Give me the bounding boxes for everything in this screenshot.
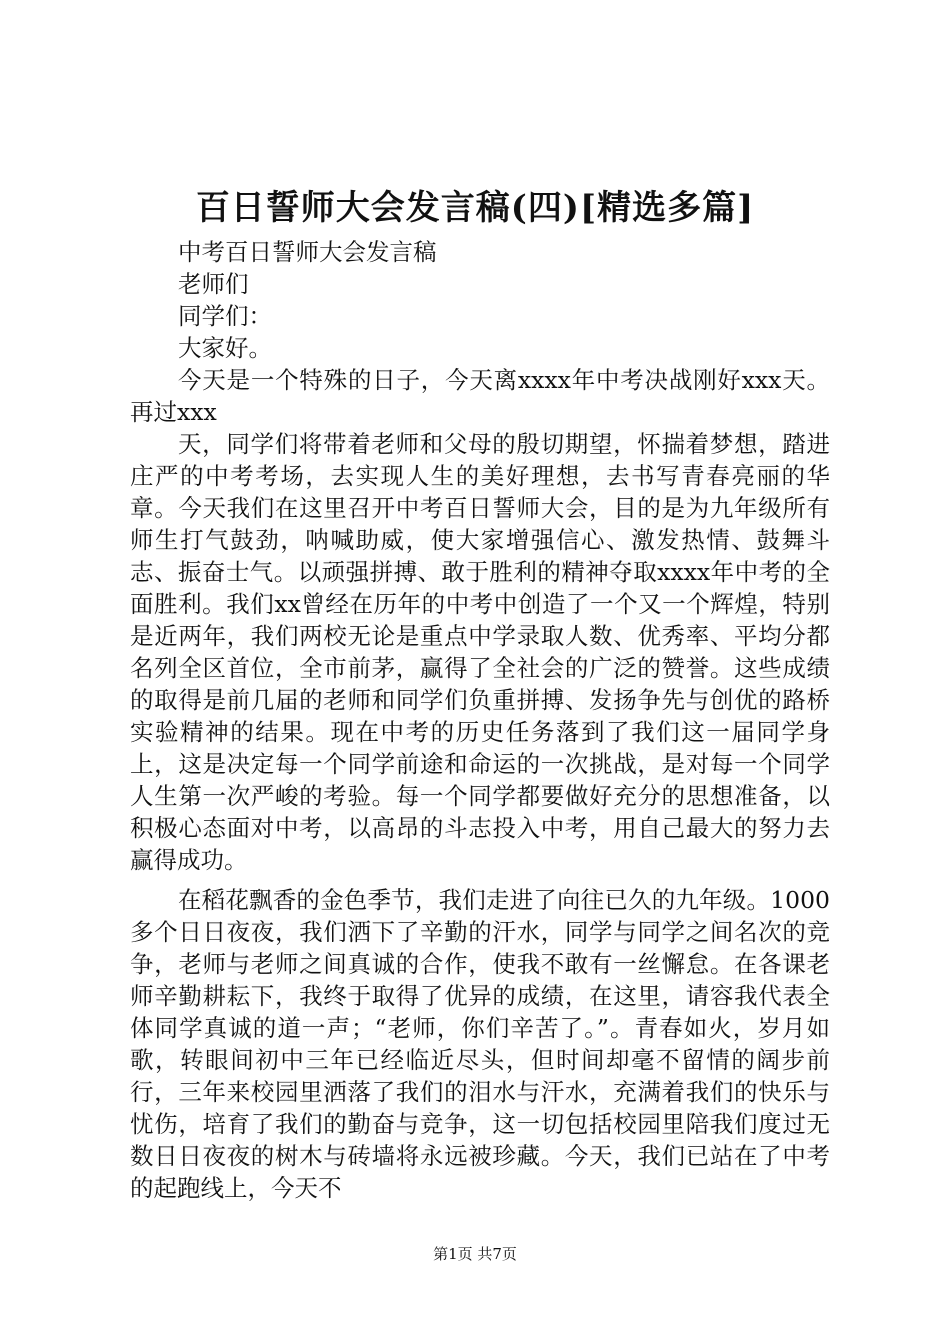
body-paragraph: 今天是一个特殊的日子，今天离xxxx年中考决战刚好xxx天。再过xxx [130,366,830,426]
page-footer: 第1页 共7页 [433,1245,517,1263]
greeting: 大家好。 [178,334,272,362]
document-title: 百日誓师大会发言稿(四)[精选多篇] [195,188,755,228]
body-paragraph: 在稻花飘香的金色季节，我们走进了向往已久的九年级。1000多个日日夜夜，我们洒下了辛勤的汗水，同学与同学之间名次的竞争，老师与老师之间真诚的合作，使我不敢有一丝懈怠。在各课老师辛勤耕耘下，我终于取得了优异的成绩，在这里，请容我代表全体同学真诚的道一声；“老师，你们辛苦了。”。青春如火，岁月如歌，转眼间初中三年已经临近尽头，但时间却毫不留情的阔步前行，三年来校园里洒落了我们的泪水与汗水，充满着我们的快乐与忧伤，培育了我们的勤奋与竞争，这一切包括校园里陪我们度过无数日日夜夜的树木与砖墙将永远被珍藏。今天，我们已站在了中考的起跑线上，今天不 [130,886,830,1202]
document-body [130,236,830,1204]
body-paragraph: 天，同学们将带着老师和父母的殷切期望，怀揣着梦想，踏进庄严的中考考场，去实现人生的美好理想，去书写青春亮丽的华章。今天我们在这里召开中考百日誓师大会，目的是为九年级所有师生打气鼓劲，呐喊助威，使大家增强信心、激发热情、鼓舞斗志、振奋士气。以顽强拼搏、敢于胜利的精神夺取xxxx年中考的全面胜利。我们xx曾经在历年的中考中创造了一个又一个辉煌，特别是近两年，我们两校无论是重点中学录取人数、优秀率、平均分都名列全区首位，全市前茅，赢得了全社会的广泛的赞誉。这些成绩的取得是前几届的老师和同学们负重拼搏、发扬争先与创优的路桥实验精神的结果。现在中考的历史任务落到了我们这一届同学身上，这是决定每一个同学前途和命运的一次挑战，是对每一个同学人生第一次严峻的考验。每一个同学都要做好充分的思想准备，以积极心态面对中考，以高昂的斗志投入中考，用自己最大的努力去赢得成功。 [130,430,830,874]
salutation-students: 同学们： [178,302,272,330]
salutation-teachers: 老师们 [178,270,249,298]
document-subtitle: 中考百日誓师大会发言稿 [178,238,437,266]
